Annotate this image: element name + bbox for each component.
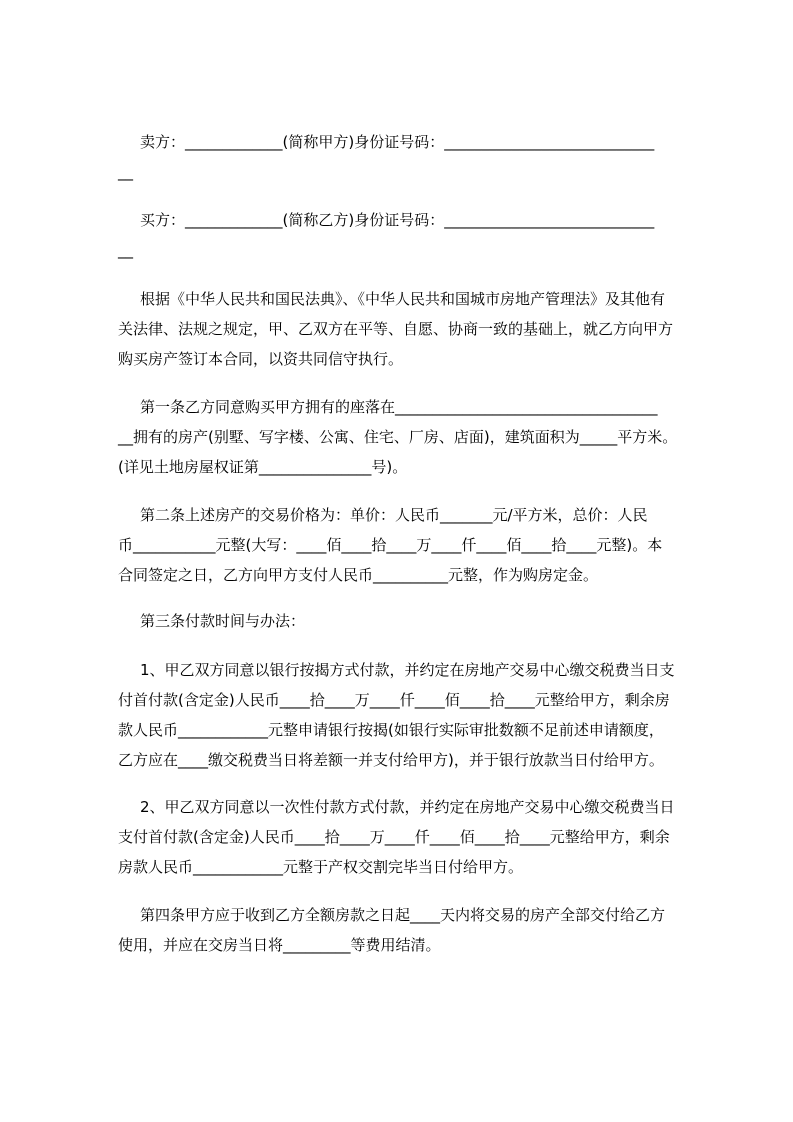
article-2-line-3: 合同签定之日，乙方向甲方支付人民币__________元整，作为购房定金。 — [118, 566, 599, 584]
article-2-paragraph — [118, 500, 708, 590]
buyer-line-1: 买方：_____________(简称乙方)身份证号码：____________________________ — [140, 211, 655, 229]
article-3-heading — [118, 606, 708, 636]
article-4-paragraph — [118, 900, 708, 960]
preamble-paragraph — [118, 284, 708, 374]
article-3-item-1-paragraph — [118, 655, 708, 775]
article-3-item-1-line-2: 付首付款(含定金)人民币____拾____万____仟____佰____拾____元整给甲方，剩余房 — [118, 691, 670, 709]
article-3-item-2-line-2: 支付首付款(含定金)人民币____拾____万____仟____佰____拾____元整给甲方，剩余 — [118, 828, 670, 846]
article-2-line-1: 第二条上述房产的交易价格为：单价：人民币_______元/平方米，总价：人民 — [140, 506, 648, 524]
article-1-line-3: (详见土地房屋权证第_______________号)。 — [118, 458, 408, 476]
buyer-line-2: __ — [118, 241, 133, 259]
preamble-line-2: 关法律、法规之规定，甲、乙双方在平等、自愿、协商一致的基础上，就乙方向甲方 — [118, 320, 674, 338]
article-2-line-2: 币___________元整(大写：____佰____拾____万____仟____佰____拾____元整)。本 — [118, 536, 663, 554]
article-3-item-1-line-4: 乙方应在____缴交税费当日将差额一并支付给甲方)，并于银行放款当日付给甲方。 — [118, 751, 664, 769]
seller-line-1: 卖方：_____________(简称甲方)身份证号码：____________________________ — [140, 133, 655, 151]
seller-info-paragraph — [118, 127, 708, 187]
article-3-item-1-line-1: 1、甲乙双方同意以银行按揭方式付款，并约定在房地产交易中心缴交税费当日支 — [140, 661, 675, 679]
article-3-item-1-line-3: 款人民币____________元整申请银行按揭(如银行实际审批数额不足前述申请额度， — [118, 721, 664, 739]
seller-line-2: __ — [118, 163, 133, 181]
preamble-line-1: 根据《中华人民共和国民法典》、《中华人民共和国城市房地产管理法》及其他有 — [140, 290, 666, 308]
buyer-info-paragraph — [118, 205, 708, 265]
article-1-line-2: __拥有的房产(别墅、写字楼、公寓、住宅、厂房、店面)，建筑面积为_____平方米。 — [118, 428, 678, 446]
article-1-line-1: 第一条乙方同意购买甲方拥有的座落在___________________________________ — [140, 398, 658, 416]
article-3-line-1: 第三条付款时间与办法： — [140, 612, 306, 630]
article-3-item-2-line-1: 2、甲乙双方同意以一次性付款方式付款，并约定在房地产交易中心缴交税费当日 — [140, 798, 675, 816]
article-4-line-2: 使用，并应在交房当日将_________等费用结清。 — [118, 936, 441, 954]
article-3-item-2-paragraph — [118, 792, 708, 882]
article-1-paragraph — [118, 392, 708, 482]
preamble-line-3: 购买房产签订本合同，以资共同信守执行。 — [118, 350, 404, 368]
article-3-item-2-line-3: 房款人民币____________元整于产权交割完毕当日付给甲方。 — [118, 858, 524, 876]
article-4-line-1: 第四条甲方应于收到乙方全额房款之日起____天内将交易的房产全部交付给乙方 — [140, 906, 666, 924]
